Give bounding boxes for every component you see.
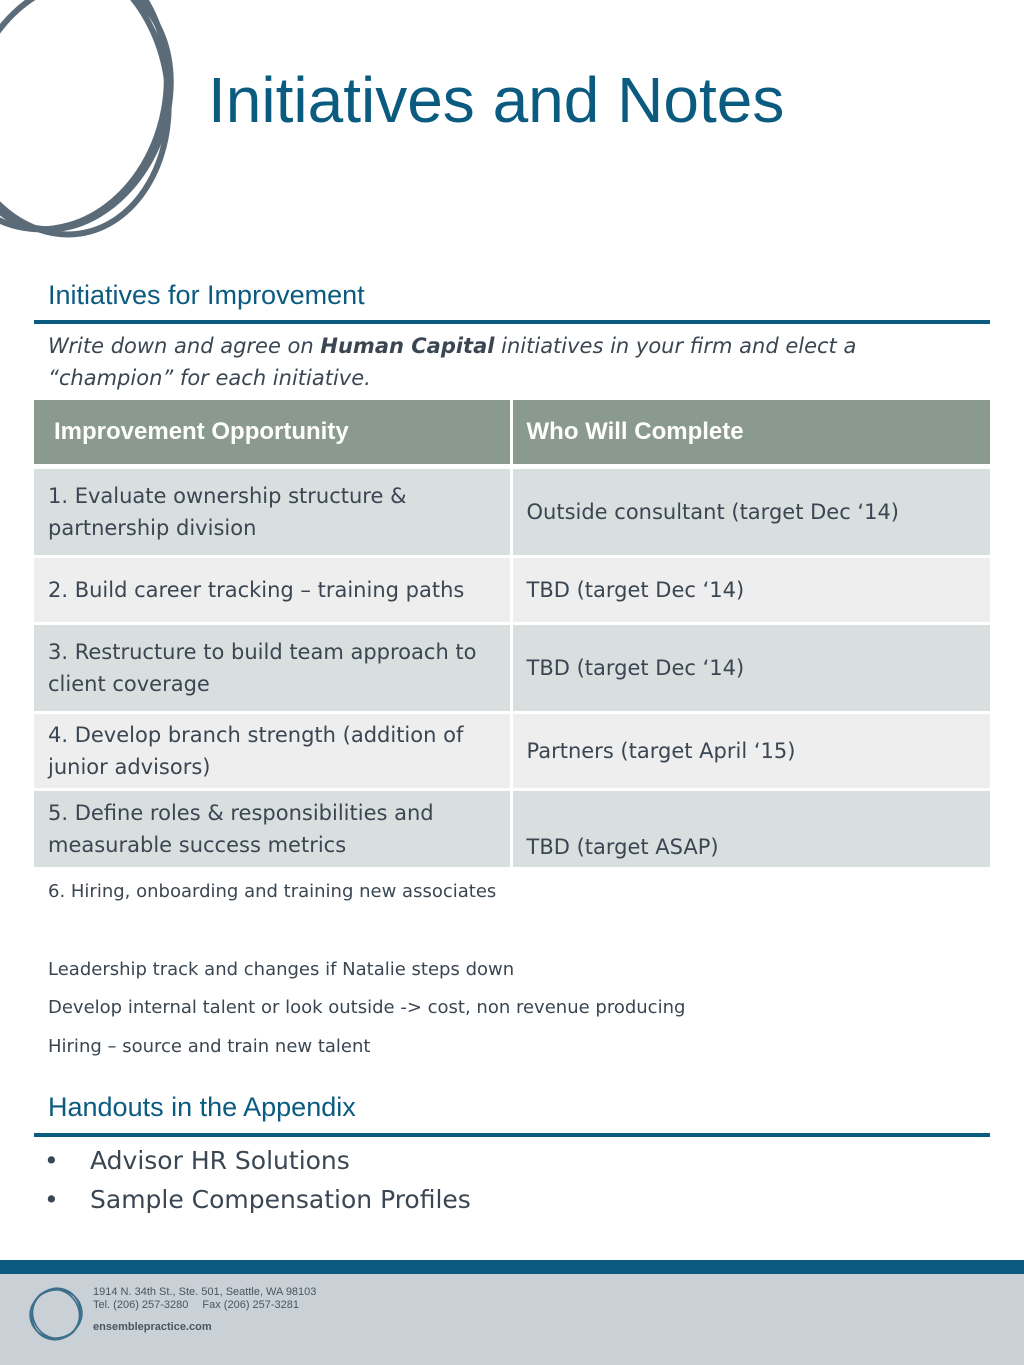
footer-address: 1914 N. 34th St., Ste. 501, Seattle, WA 98103 [93, 1286, 317, 1298]
table-header-row [34, 400, 990, 467]
owner-cell: Partners (target April ‘15) [511, 713, 990, 790]
note-line: 6. Hiring, onboarding and training new associates [48, 881, 497, 902]
table-row [34, 713, 990, 790]
handout-label: Advisor HR Solutions [90, 1146, 350, 1175]
opportunity-cell: 3. Restructure to build team approach to client coverage [34, 624, 511, 713]
bullet-icon: • [44, 1146, 59, 1175]
note-line: Develop internal talent or look outside -> cost, non revenue producing [48, 997, 686, 1018]
list-item [44, 1184, 471, 1223]
opportunity-cell: 5. Define roles & responsibilities and measurable success metrics [34, 790, 511, 869]
section-heading-initiatives: Initiatives for Improvement [48, 280, 365, 310]
initiatives-table [34, 400, 990, 870]
note-line: Hiring – source and train new talent [48, 1036, 371, 1057]
section-divider [34, 1133, 990, 1137]
table-row [34, 624, 990, 713]
table-row [34, 467, 990, 557]
column-header-opportunity: Improvement Opportunity [34, 400, 511, 467]
owner-cell: TBD (target Dec ‘14) [511, 557, 990, 624]
page-title: Initiatives and Notes [208, 64, 785, 136]
table-row [34, 790, 990, 869]
footer [0, 1274, 1024, 1365]
handouts-list [44, 1145, 471, 1223]
decorative-rings-icon [0, 0, 190, 250]
footer-contact [93, 1286, 316, 1334]
handout-label: Sample Compensation Profiles [90, 1185, 471, 1214]
opportunity-cell: 2. Build career tracking – training paths [34, 557, 511, 624]
footer-fax: Fax (206) 257-3281 [202, 1299, 300, 1311]
column-header-owner: Who Will Complete [511, 400, 990, 467]
note-line: Leadership track and changes if Natalie steps down [48, 959, 515, 980]
table-row [34, 557, 990, 624]
owner-cell: Outside consultant (target Dec ‘14) [511, 467, 990, 557]
opportunity-cell: 4. Develop branch strength (addition of junior advisors) [34, 713, 511, 790]
opportunity-cell: 1. Evaluate ownership structure & partnership division [34, 467, 511, 557]
footer-phone: Tel. (206) 257-3280 [93, 1299, 189, 1311]
owner-cell: TBD (target ASAP) [511, 790, 990, 869]
section-heading-handouts: Handouts in the Appendix [48, 1092, 356, 1122]
company-logo-icon [26, 1284, 86, 1344]
instruction-emphasis: Human Capital [320, 334, 495, 358]
footer-accent-band [0, 1260, 1024, 1274]
owner-cell: TBD (target Dec ‘14) [511, 624, 990, 713]
list-item [44, 1145, 471, 1184]
section-divider [34, 320, 990, 324]
instruction-text: Write down and agree on Human Capital initiatives in your firm and elect a “champion” for each initiative. [48, 334, 857, 390]
footer-website-link[interactable]: ensemblepractice.com [93, 1321, 212, 1333]
bullet-icon: • [44, 1185, 59, 1214]
